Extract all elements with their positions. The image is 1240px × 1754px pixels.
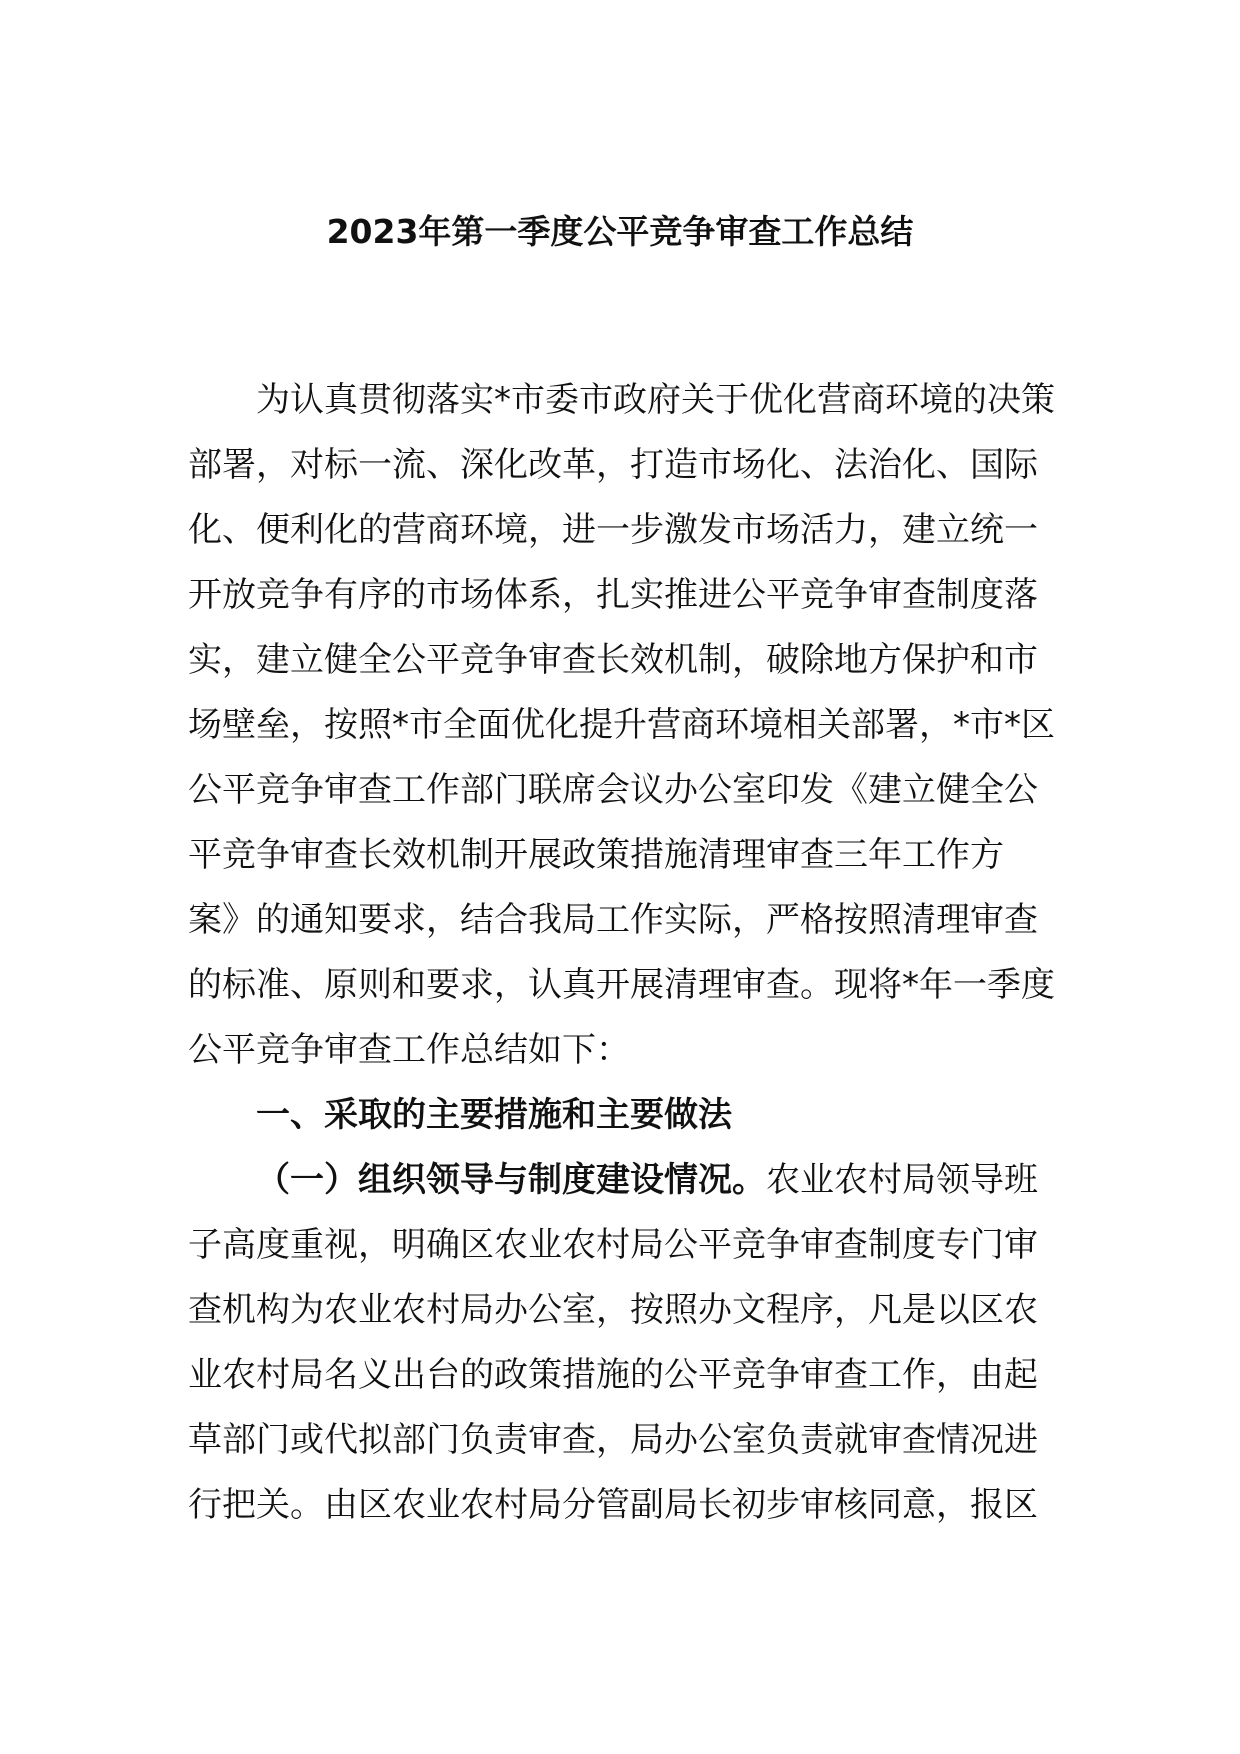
text-line: 行把关。由区农业农村局分管副局长初步审核同意，报区	[188, 1485, 1038, 1525]
text-line: 公平竞争审查工作总结如下：	[188, 1030, 630, 1070]
text-line: 平竞争审查长效机制开展政策措施清理审查三年工作方	[188, 835, 1004, 875]
paragraph-organization	[188, 1148, 1055, 1538]
text-line: 部署，对标一流、深化改革，打造市场化、法治化、国际	[188, 445, 1038, 485]
subsection-heading: （一）组织领导与制度建设情况。	[256, 1160, 766, 1200]
document-title: 2023年第一季度公平竞争审查工作总结	[326, 212, 914, 251]
text-line: 案》的通知要求，结合我局工作实际，严格按照清理审查	[188, 900, 1038, 940]
text-line: 公平竞争审查工作部门联席会议办公室印发《建立健全公	[188, 770, 1038, 810]
text-line: 业农村局名义出台的政策措施的公平竞争审查工作，由起	[188, 1355, 1038, 1395]
text-line: 化、便利化的营商环境，进一步激发市场活力，建立统一	[188, 510, 1038, 550]
text-line: 子高度重视，明确区农业农村局公平竞争审查制度专门审	[188, 1225, 1038, 1265]
text-segment: 农业农村局领导班	[766, 1160, 1038, 1200]
text-line: 的标准、原则和要求，认真开展清理审查。现将*年一季度	[188, 965, 1055, 1005]
paragraph-intro	[188, 368, 1055, 1083]
section-heading: 一、采取的主要措施和主要做法	[256, 1095, 732, 1135]
text-line	[188, 1148, 1055, 1213]
text-line: 实，建立健全公平竞争审查长效机制，破除地方保护和市	[188, 640, 1038, 680]
text-line: 开放竞争有序的市场体系，扎实推进公平竞争审查制度落	[188, 575, 1038, 615]
text-line: 场壁垒，按照*市全面优化提升营商环境相关部署，*市*区	[188, 705, 1055, 745]
text-line: 草部门或代拟部门负责审查，局办公室负责就审查情况进	[188, 1420, 1038, 1460]
document-body	[188, 368, 1055, 1538]
text-line: 查机构为农业农村局办公室，按照办文程序，凡是以区农	[188, 1290, 1038, 1330]
text-line: 为认真贯彻落实*市委市政府关于优化营商环境的决策	[256, 380, 1055, 420]
